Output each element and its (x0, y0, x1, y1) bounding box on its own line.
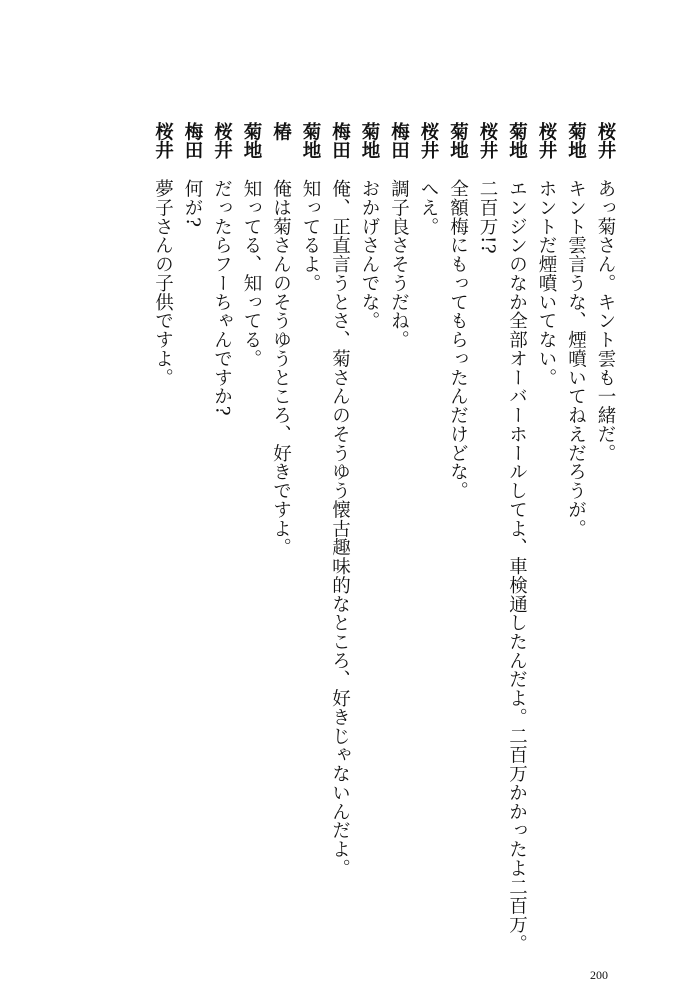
speaker-name: 菊地 (447, 122, 469, 159)
dialogue-line (266, 122, 296, 882)
speaker-name: 桜井 (477, 122, 498, 159)
dialogue-text: キント雲言うな、煙噴いてねえだろうが。 (565, 179, 587, 538)
dialogue-line (591, 122, 621, 882)
speaker-name: 桜井 (211, 122, 233, 159)
dialogue-text: 調子良さそうだね。 (388, 179, 410, 350)
dialogue-line (443, 122, 473, 882)
speaker-name: 菊地 (565, 122, 587, 159)
speaker-name: 桜井 (152, 122, 174, 159)
dialogue-line (207, 122, 237, 882)
dialogue-line (414, 122, 444, 882)
script-body (148, 122, 620, 954)
dialogue-line (296, 122, 326, 882)
speaker-name: 菊地 (506, 122, 528, 159)
dialogue-line (502, 122, 532, 954)
dialogue-text: 俺、正直言うとさ、菊さんのそうゆう懐古趣味的なところ、好きじゃないんだよ。 (329, 179, 351, 878)
dialogue-text: あっ菊さん。キント雲も一緒だ。 (595, 179, 616, 463)
dialogue-text: ホントだ煙噴いてない。 (536, 179, 557, 387)
dialogue-text: 知ってるよ。 (300, 179, 321, 293)
dialogue-line (561, 122, 591, 882)
dialogue-text: 夢子さんの子供ですよ。 (152, 179, 174, 387)
speaker-name: 菊地 (241, 122, 262, 159)
dialogue-line (473, 122, 503, 882)
speaker-name: 梅田 (388, 122, 410, 159)
dialogue-line (355, 122, 385, 882)
dialogue-text: へえ。 (418, 179, 439, 236)
speaker-name: 桜井 (595, 122, 616, 159)
speaker-name: 菊地 (300, 122, 321, 159)
speaker-name: 桜井 (536, 122, 557, 159)
dialogue-line (148, 122, 178, 882)
speaker-name: 菊地 (359, 122, 380, 159)
dialogue-text: だったらフーちゃんですか? (211, 179, 233, 417)
dialogue-line (178, 122, 208, 882)
dialogue-text: 俺は菊さんのそうゆうところ、好きですよ。 (270, 179, 292, 557)
speaker-name: 椿 (270, 122, 292, 141)
dialogue-line (237, 122, 267, 882)
speaker-name: 梅田 (329, 122, 351, 159)
dialogue-line (384, 122, 414, 882)
dialogue-text: 何が? (182, 179, 203, 228)
dialogue-text: 二百万!? (477, 179, 498, 255)
dialogue-text: エンジンのなか全部オーバーホールしてよ、車検通したんだよ。二百万かかったよ二百万。 (506, 179, 528, 954)
speaker-name: 梅田 (182, 122, 203, 159)
speaker-name: 桜井 (418, 122, 439, 159)
dialogue-text: 知ってる、知ってる。 (241, 179, 262, 369)
dialogue-line (532, 122, 562, 882)
dialogue-text: 全額梅にもってもらったんだけどな。 (447, 179, 469, 501)
dialogue-line (325, 122, 355, 882)
page-number: 200 (590, 968, 608, 982)
dialogue-text: おかげさんでな。 (359, 179, 380, 331)
